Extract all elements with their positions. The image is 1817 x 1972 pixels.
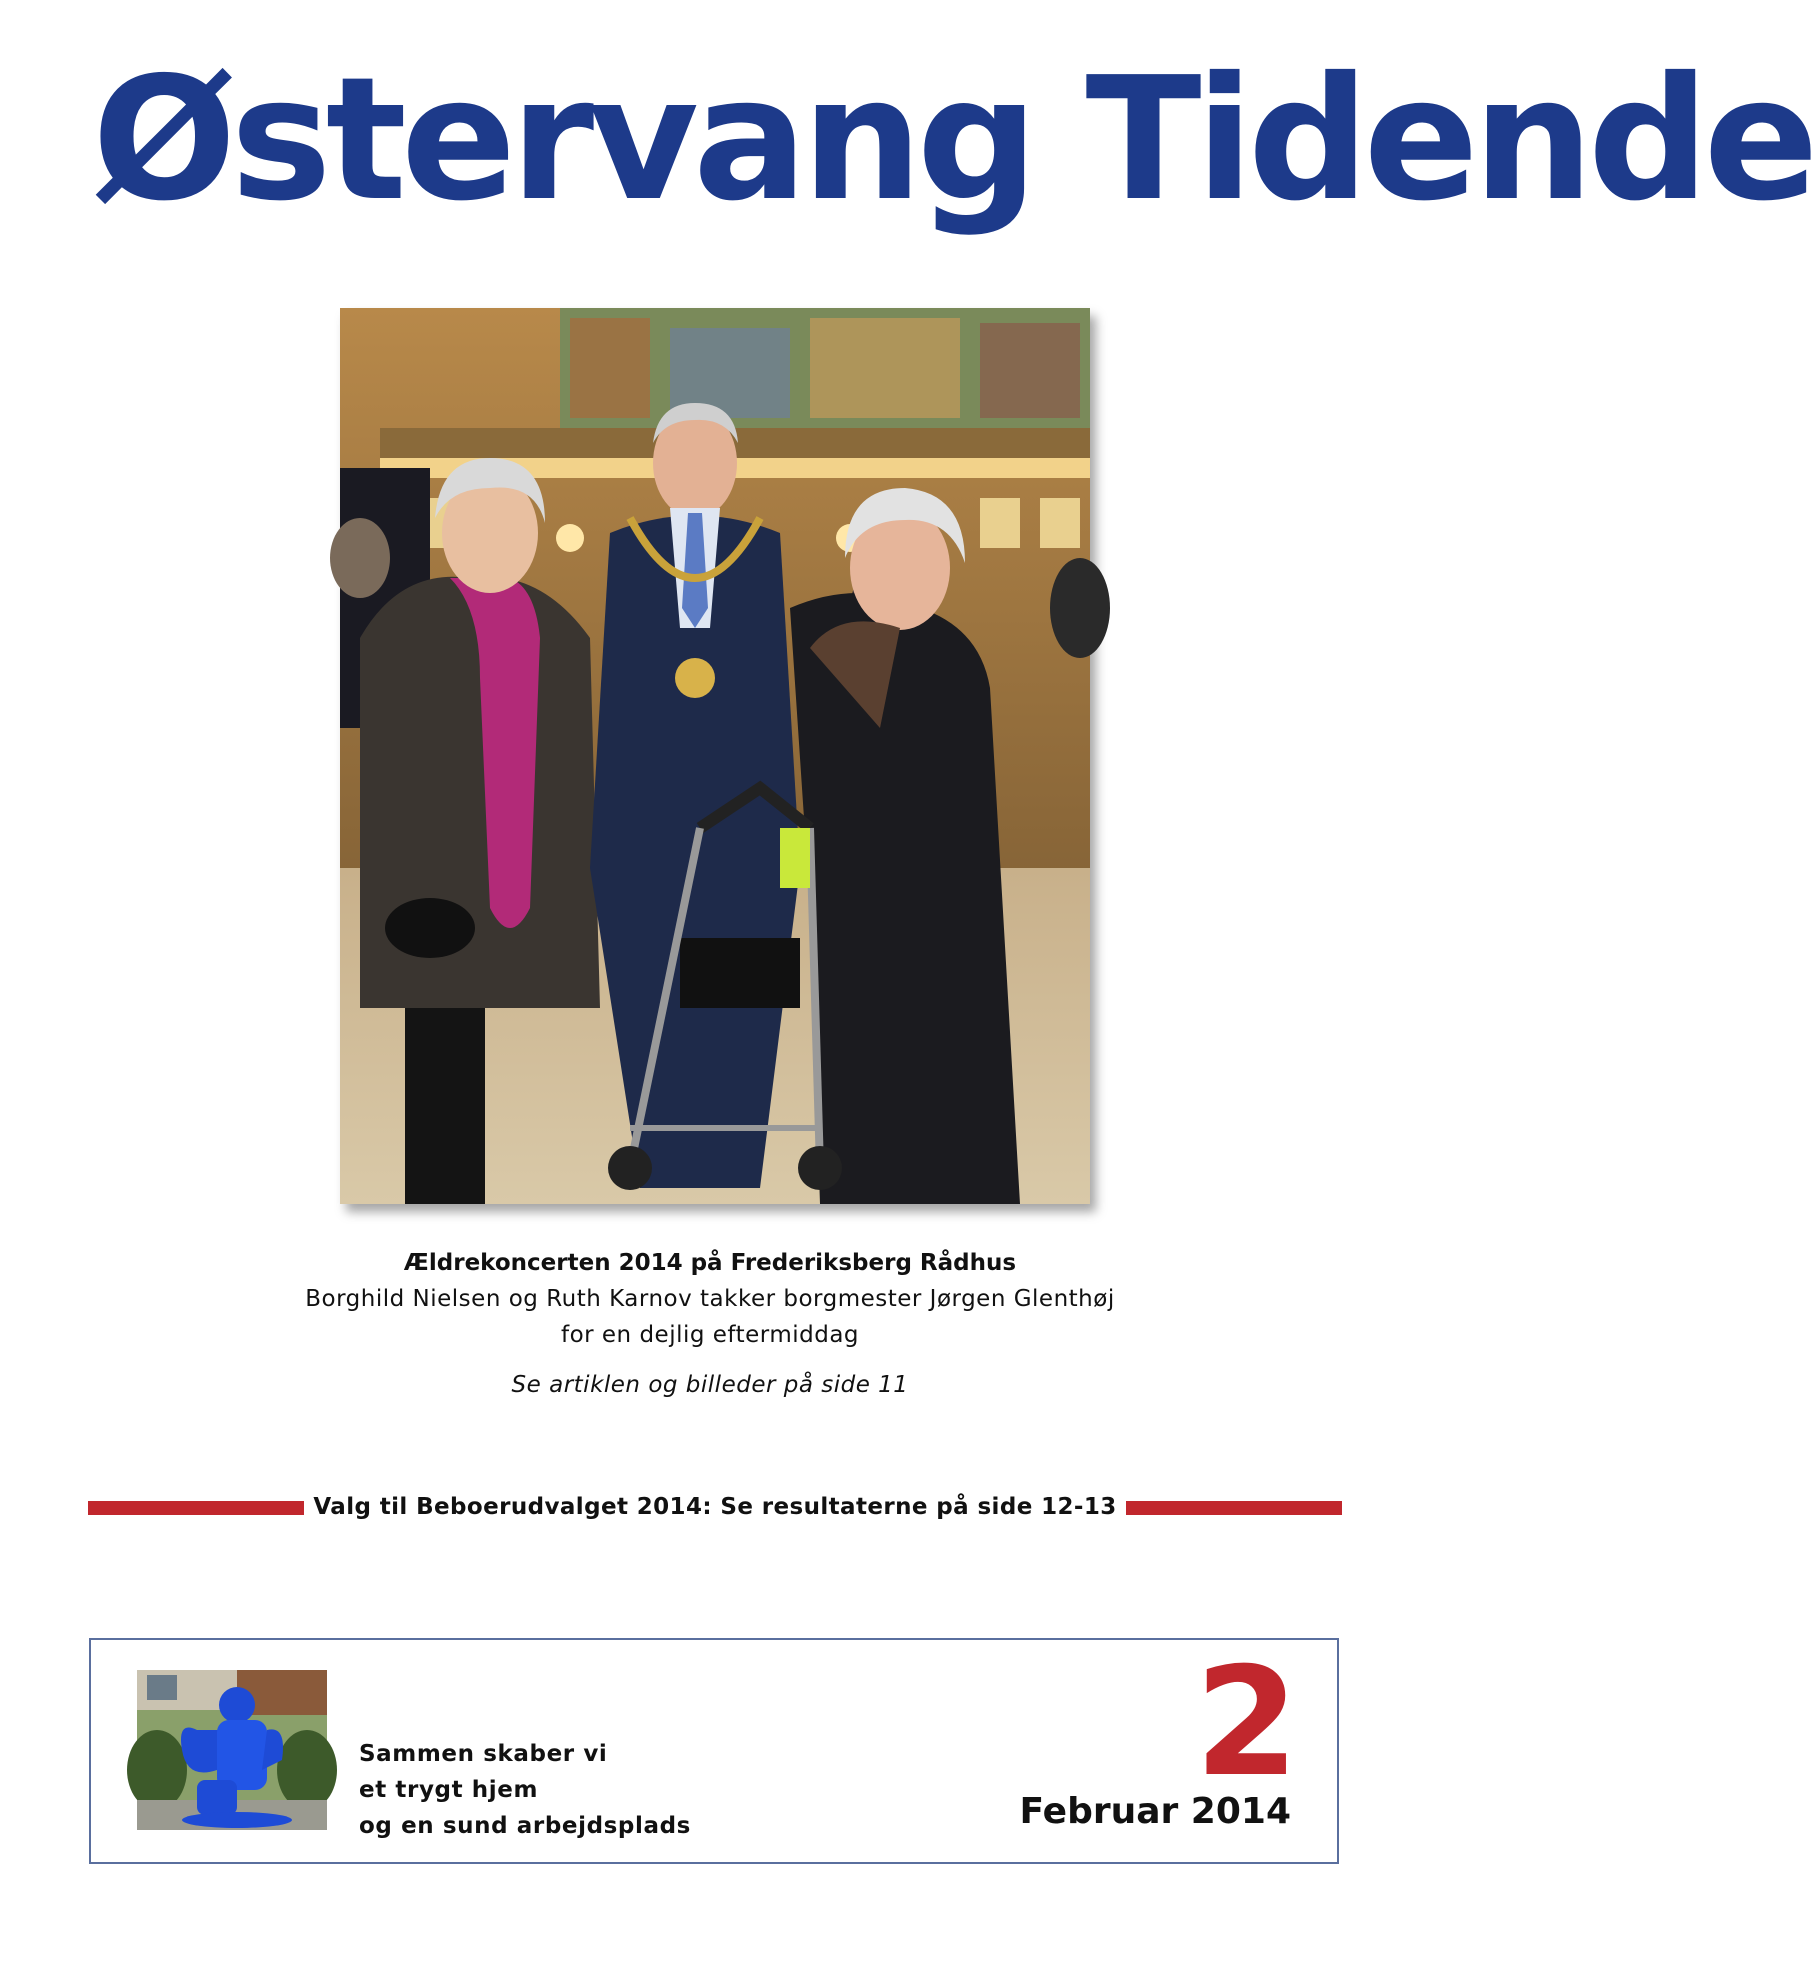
photo-group-icon (340, 308, 1090, 1204)
sculpture-thumbnail (137, 1670, 327, 1830)
slogan-line: Sammen skaber vi (359, 1741, 608, 1767)
issue-date: Februar 2014 (1019, 1791, 1291, 1832)
caption-line-2: for en dejlig eftermiddag (560, 1322, 860, 1348)
sculpture-icon (137, 1670, 327, 1830)
cover-photo (340, 308, 1090, 1204)
masthead (88, 40, 1813, 240)
caption-title: Ældrekoncerten 2014 på Frederiksberg Rådhus (403, 1250, 1017, 1276)
footer-box (89, 1638, 1339, 1864)
slogan (359, 1736, 691, 1844)
masthead-title: Østervang Tidende (88, 40, 1340, 240)
issue-number: 2 (1194, 1636, 1299, 1810)
caption-line-1: Borghild Nielsen og Ruth Karnov takker borgmester Jørgen Glenthøj (305, 1286, 1115, 1312)
election-banner (88, 1490, 1342, 1524)
banner-text: Valg til Beboerudvalget 2014: Se resultaterne på side 12-13 (313, 1494, 1117, 1520)
slogan-line: et trygt hjem (359, 1777, 539, 1803)
banner-rule-left (88, 1501, 304, 1515)
caption-reference: Se artiklen og billeder på side 11 (511, 1372, 909, 1398)
banner-rule-right (1126, 1501, 1342, 1515)
slogan-line: og en sund arbejdsplads (359, 1813, 691, 1839)
